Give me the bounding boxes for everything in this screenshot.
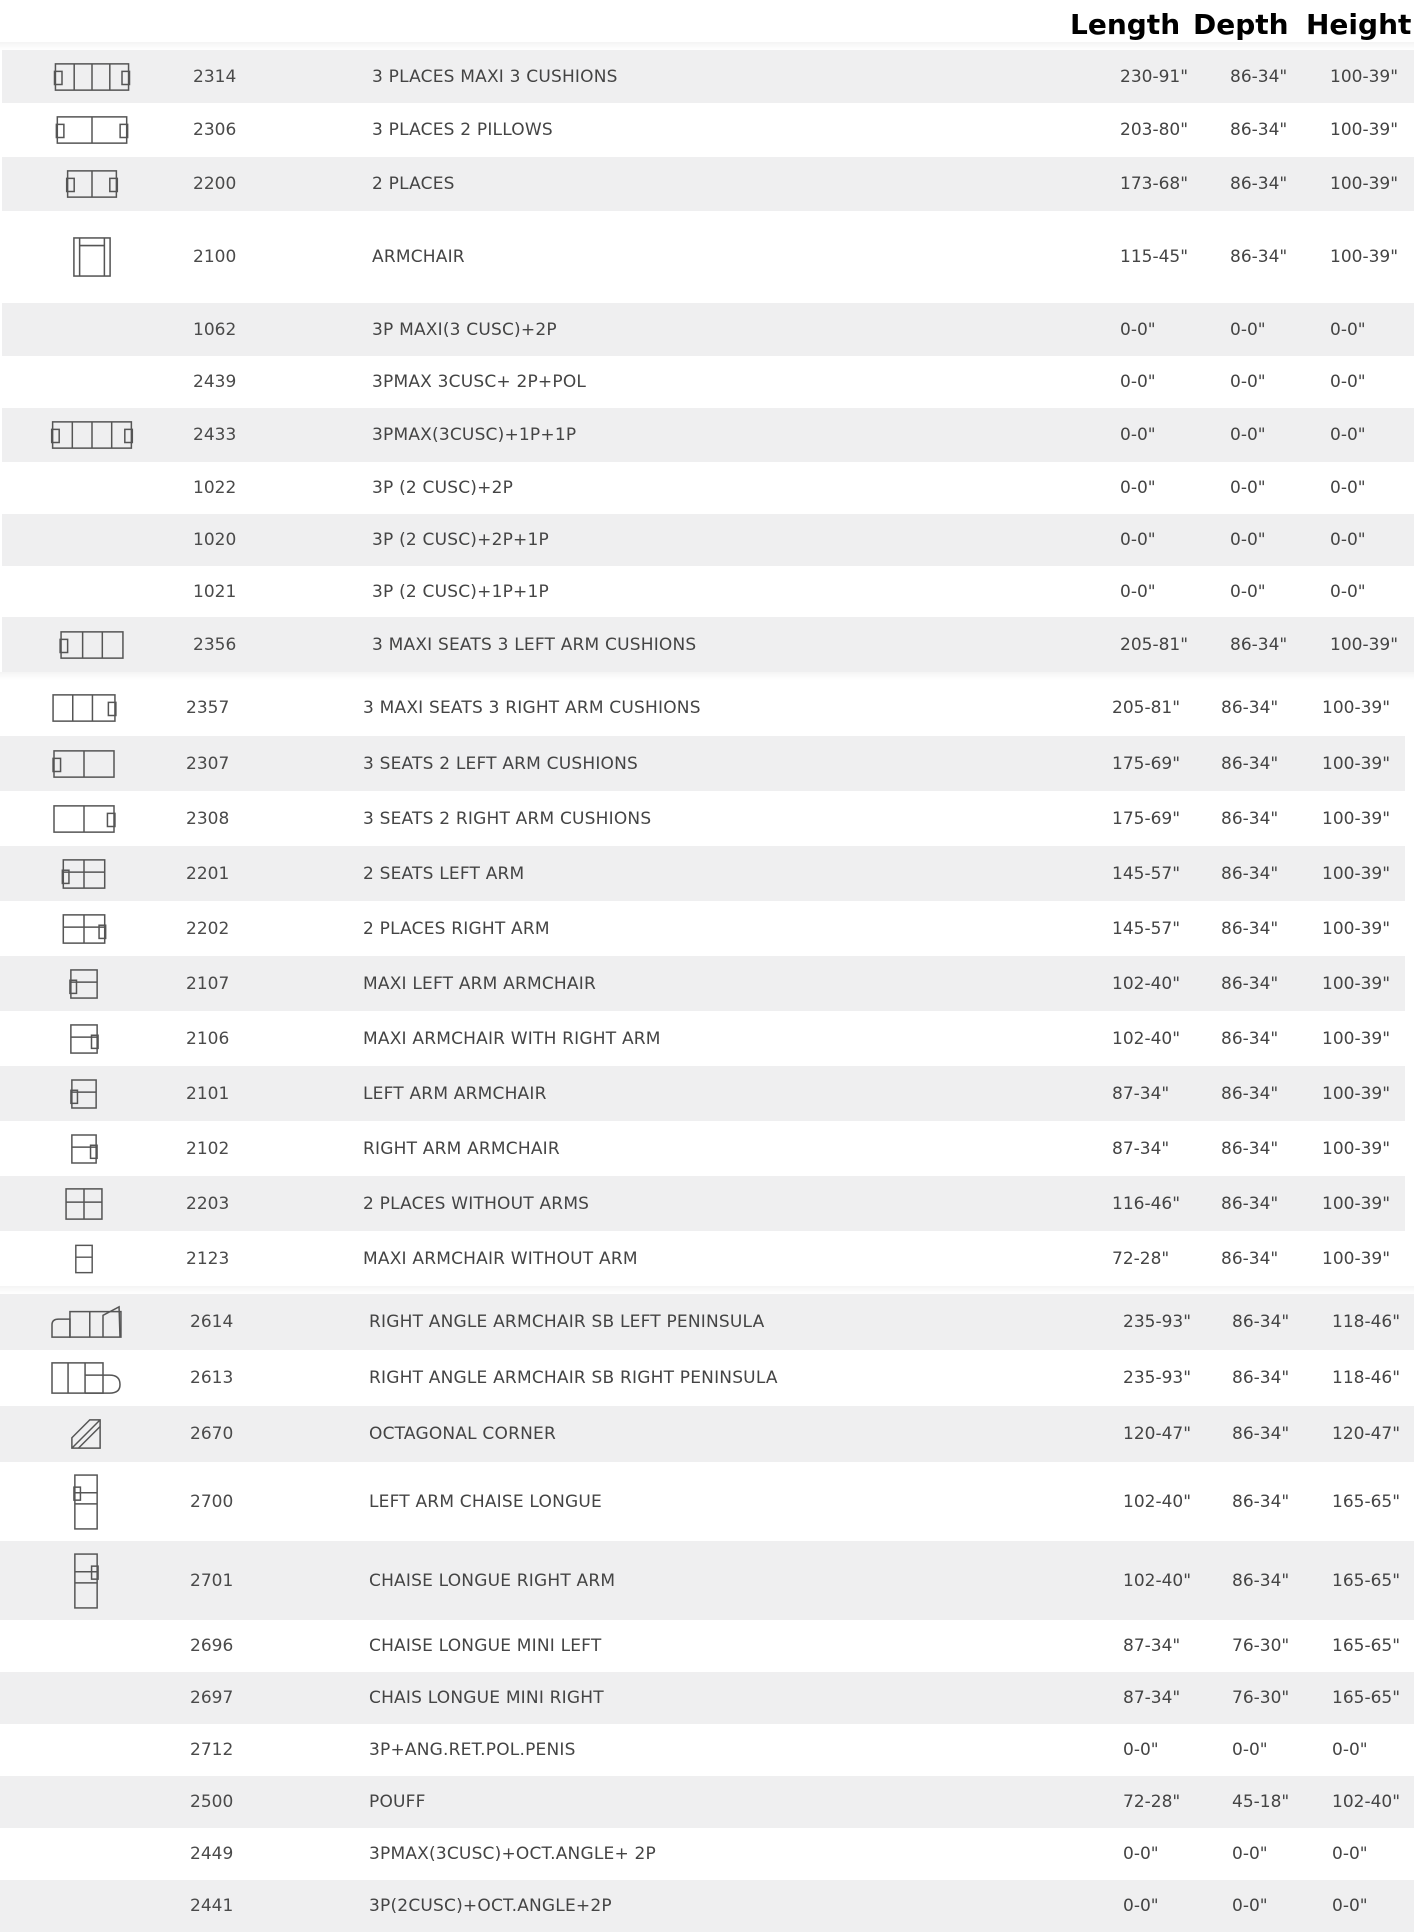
- table-row: [2, 303, 1414, 356]
- product-name: 3P (2 CUSC)+1P+1P: [372, 581, 549, 602]
- depth-value: 86-34": [1221, 918, 1279, 939]
- product-code: 2441: [190, 1896, 234, 1916]
- product-name: CHAIS LONGUE MINI RIGHT: [369, 1688, 604, 1708]
- length-value: 102-40": [1112, 973, 1181, 994]
- product-name: CHAISE LONGUE RIGHT ARM: [369, 1570, 616, 1591]
- depth-value: 86-34": [1221, 1028, 1279, 1049]
- table-row: [2, 356, 1414, 408]
- depth-value: 0-0": [1230, 372, 1266, 392]
- product-name: 3P (2 CUSC)+2P: [372, 478, 514, 498]
- product-name: 3P(2CUSC)+OCT.ANGLE+2P: [369, 1896, 612, 1916]
- height-value: 100-39": [1322, 1083, 1391, 1104]
- height-value: 0-0": [1330, 372, 1366, 392]
- table-row: [0, 1880, 1414, 1932]
- height-value: 100-39": [1322, 918, 1391, 939]
- length-value: 0-0": [1120, 530, 1156, 550]
- sofa-3-seat-pillows-icon: [54, 115, 130, 145]
- length-header: Length: [1070, 8, 1181, 41]
- loveseat-left-arm-icon: [61, 858, 107, 890]
- product-name: 3PMAX(3CUSC)+1P+1P: [372, 425, 577, 445]
- product-name: 2 PLACES WITHOUT ARMS: [363, 1193, 590, 1214]
- table-row: [2, 103, 1414, 157]
- table-row: [0, 1350, 1414, 1406]
- table-row: [0, 1672, 1414, 1724]
- table-row: [0, 791, 1405, 846]
- length-value: 0-0": [1120, 581, 1156, 602]
- section-sofas: [2, 50, 1414, 672]
- height-value: 100-39": [1322, 698, 1391, 718]
- length-value: 0-0": [1120, 372, 1156, 392]
- length-value: 102-40": [1112, 1028, 1181, 1049]
- table-row: [0, 1724, 1414, 1776]
- product-name: POUFF: [369, 1792, 426, 1812]
- table-row: [0, 1828, 1414, 1880]
- table-row: [2, 617, 1414, 672]
- length-value: 0-0": [1123, 1896, 1159, 1916]
- length-value: 0-0": [1123, 1740, 1159, 1760]
- table-row: [0, 1176, 1405, 1231]
- product-code: 2712: [190, 1740, 234, 1760]
- section-modular: [0, 680, 1405, 1286]
- sofa-3-seat-right-arm-icon: [50, 693, 118, 723]
- chaise-left-arm-icon: [73, 1472, 99, 1532]
- length-value: 102-40": [1123, 1570, 1192, 1591]
- sofa-2-seat-left-arm-icon: [51, 749, 117, 779]
- product-code: 2314: [193, 66, 237, 87]
- height-value: 0-0": [1330, 530, 1366, 550]
- length-value: 115-45": [1120, 247, 1189, 267]
- product-name: 3P+ANG.RET.POL.PENIS: [369, 1740, 576, 1760]
- product-table: [0, 42, 1414, 1932]
- height-value: 165-65": [1332, 1688, 1401, 1708]
- armchair-left-arm-icon: [69, 968, 99, 1000]
- height-value: 100-39": [1322, 808, 1391, 829]
- depth-value: 86-34": [1230, 66, 1288, 87]
- length-value: 230-91": [1120, 66, 1189, 87]
- table-row: [2, 566, 1414, 617]
- octagonal-corner-icon: [70, 1418, 102, 1450]
- depth-value: 86-34": [1221, 863, 1279, 884]
- depth-value: 45-18": [1232, 1792, 1290, 1812]
- length-value: 145-57": [1112, 863, 1181, 884]
- length-value: 235-93": [1123, 1368, 1192, 1388]
- product-code: 1022: [193, 478, 237, 498]
- height-value: 100-39": [1330, 120, 1399, 140]
- height-value: 0-0": [1330, 425, 1366, 445]
- height-value: 100-39": [1330, 66, 1399, 87]
- depth-value: 86-34": [1221, 1193, 1279, 1214]
- length-value: 120-47": [1123, 1424, 1192, 1444]
- column-header: [0, 0, 1414, 42]
- depth-value: 86-34": [1221, 808, 1279, 829]
- product-code: 1062: [193, 319, 237, 340]
- height-value: 100-39": [1322, 863, 1391, 884]
- product-code: 2613: [190, 1368, 234, 1388]
- product-name: MAXI LEFT ARM ARMCHAIR: [363, 973, 596, 994]
- height-value: 0-0": [1332, 1740, 1368, 1760]
- depth-value: 0-0": [1232, 1896, 1268, 1916]
- product-code: 2202: [186, 918, 230, 939]
- table-row: [2, 462, 1414, 514]
- length-value: 173-68": [1120, 174, 1189, 194]
- height-value: 0-0": [1330, 581, 1366, 602]
- product-name: LEFT ARM CHAISE LONGUE: [369, 1491, 602, 1512]
- depth-value: 86-34": [1230, 174, 1288, 194]
- depth-value: 86-34": [1221, 1083, 1279, 1104]
- product-name: RIGHT ANGLE ARMCHAIR SB RIGHT PENINSULA: [369, 1368, 778, 1388]
- height-value: 0-0": [1332, 1896, 1368, 1916]
- product-name: 3 SEATS 2 RIGHT ARM CUSHIONS: [363, 808, 652, 829]
- length-value: 72-28": [1112, 1248, 1170, 1269]
- height-value: 100-39": [1330, 174, 1399, 194]
- depth-value: 0-0": [1232, 1844, 1268, 1864]
- product-code: 1021: [193, 581, 237, 602]
- height-value: 100-39": [1322, 1248, 1391, 1269]
- height-value: 165-65": [1332, 1570, 1401, 1591]
- depth-value: 0-0": [1230, 478, 1266, 498]
- depth-value: 0-0": [1230, 319, 1266, 340]
- product-code: 2308: [186, 808, 230, 829]
- length-value: 0-0": [1120, 319, 1156, 340]
- armchair-right-arm-small-icon: [70, 1133, 98, 1165]
- product-code: 2700: [190, 1491, 234, 1512]
- product-code: 2200: [193, 174, 237, 194]
- product-name: 3PMAX 3CUSC+ 2P+POL: [372, 372, 587, 392]
- product-name: OCTAGONAL CORNER: [369, 1424, 556, 1444]
- table-row: [0, 846, 1405, 901]
- product-name: 3 PLACES MAXI 3 CUSHIONS: [372, 66, 618, 87]
- length-value: 72-28": [1123, 1792, 1181, 1812]
- product-name: 3P MAXI(3 CUSC)+2P: [372, 319, 557, 340]
- height-value: 118-46": [1332, 1368, 1401, 1388]
- depth-value: 86-34": [1221, 973, 1279, 994]
- height-value: 100-39": [1322, 1028, 1391, 1049]
- depth-value: 0-0": [1230, 581, 1266, 602]
- product-code: 2101: [186, 1083, 230, 1104]
- depth-value: 76-30": [1232, 1636, 1290, 1656]
- product-code: 2307: [186, 753, 230, 774]
- sofa-3-seat-left-arm-icon: [58, 630, 126, 660]
- length-value: 175-69": [1112, 808, 1181, 829]
- table-row: [2, 408, 1414, 462]
- length-value: 116-46": [1112, 1193, 1181, 1214]
- product-name: LEFT ARM ARMCHAIR: [363, 1083, 547, 1104]
- section-corner-chaise: [0, 1294, 1414, 1932]
- product-code: 2102: [186, 1138, 230, 1159]
- length-value: 0-0": [1120, 425, 1156, 445]
- table-row: [2, 514, 1414, 566]
- product-code: 2439: [193, 372, 237, 392]
- depth-value: 86-34": [1232, 1368, 1290, 1388]
- height-value: 102-40": [1332, 1792, 1401, 1812]
- table-row: [0, 956, 1405, 1011]
- depth-value: 86-34": [1230, 120, 1288, 140]
- product-name: ARMCHAIR: [372, 247, 465, 267]
- height-value: 100-39": [1322, 753, 1391, 774]
- height-value: 100-39": [1330, 247, 1399, 267]
- depth-value: 86-34": [1230, 247, 1288, 267]
- depth-value: 0-0": [1230, 425, 1266, 445]
- length-value: 87-34": [1112, 1083, 1170, 1104]
- table-row: [0, 1541, 1414, 1620]
- product-name: 3 PLACES 2 PILLOWS: [372, 120, 553, 140]
- sofa-3-seat-cushions-icon: [52, 62, 132, 92]
- product-name: CHAISE LONGUE MINI LEFT: [369, 1636, 602, 1656]
- product-name: 2 SEATS LEFT ARM: [363, 863, 525, 884]
- product-name: RIGHT ARM ARMCHAIR: [363, 1138, 560, 1159]
- depth-value: 86-34": [1232, 1570, 1290, 1591]
- length-value: 175-69": [1112, 753, 1181, 774]
- product-code: 2449: [190, 1844, 234, 1864]
- table-row: [0, 736, 1405, 791]
- product-code: 2500: [190, 1792, 234, 1812]
- peninsula-left-icon: [49, 1305, 123, 1339]
- peninsula-right-icon: [49, 1361, 123, 1395]
- height-value: 100-39": [1322, 1193, 1391, 1214]
- sofa-4-seat-icon: [49, 420, 135, 450]
- table-row: [0, 680, 1405, 736]
- depth-value: 86-34": [1221, 1138, 1279, 1159]
- depth-value: 0-0": [1232, 1740, 1268, 1760]
- product-name: 3P (2 CUSC)+2P+1P: [372, 530, 549, 550]
- product-name: 3PMAX(3CUSC)+OCT.ANGLE+ 2P: [369, 1844, 656, 1864]
- sofa-2-seat-icon: [65, 169, 119, 199]
- height-value: 165-65": [1332, 1491, 1401, 1512]
- product-name: MAXI ARMCHAIR WITHOUT ARM: [363, 1248, 638, 1269]
- product-code: 2107: [186, 973, 230, 994]
- table-row: [0, 1011, 1405, 1066]
- height-value: 118-46": [1332, 1312, 1401, 1332]
- length-value: 0-0": [1120, 478, 1156, 498]
- depth-value: 86-34": [1221, 1248, 1279, 1269]
- product-code: 2203: [186, 1193, 230, 1214]
- table-row: [2, 211, 1414, 303]
- product-code: 2306: [193, 120, 237, 140]
- table-row: [0, 1462, 1414, 1541]
- product-code: 2201: [186, 863, 230, 884]
- table-row: [0, 1406, 1414, 1462]
- product-name: 3 MAXI SEATS 3 RIGHT ARM CUSHIONS: [363, 698, 701, 718]
- height-value: 100-39": [1330, 634, 1399, 655]
- height-value: 100-39": [1322, 1138, 1391, 1159]
- depth-value: 76-30": [1232, 1688, 1290, 1708]
- table-row: [0, 1620, 1414, 1672]
- product-code: 1020: [193, 530, 237, 550]
- product-code: 2356: [193, 634, 237, 655]
- product-name: 3 MAXI SEATS 3 LEFT ARM CUSHIONS: [372, 634, 697, 655]
- armchair-left-arm-small-icon: [70, 1078, 98, 1110]
- loveseat-right-arm-icon: [61, 913, 107, 945]
- depth-value: 86-34": [1230, 634, 1288, 655]
- sofa-2-seat-right-arm-icon: [51, 804, 117, 834]
- depth-value: 86-34": [1232, 1424, 1290, 1444]
- table-row: [0, 1121, 1405, 1176]
- armchair-right-arm-icon: [69, 1023, 99, 1055]
- length-value: 87-34": [1123, 1688, 1181, 1708]
- product-code: 2696: [190, 1636, 234, 1656]
- height-value: 100-39": [1322, 973, 1391, 994]
- length-value: 235-93": [1123, 1312, 1192, 1332]
- length-value: 0-0": [1123, 1844, 1159, 1864]
- height-value: 165-65": [1332, 1636, 1401, 1656]
- product-code: 2123: [186, 1248, 230, 1269]
- product-name: MAXI ARMCHAIR WITH RIGHT ARM: [363, 1028, 661, 1049]
- table-row: [0, 1294, 1414, 1350]
- length-value: 87-34": [1112, 1138, 1170, 1159]
- armchair-icon: [72, 236, 112, 278]
- product-code: 2670: [190, 1424, 234, 1444]
- product-code: 2357: [186, 698, 230, 718]
- loveseat-armless-icon: [64, 1187, 104, 1221]
- product-name: 2 PLACES: [372, 174, 455, 194]
- product-name: RIGHT ANGLE ARMCHAIR SB LEFT PENINSULA: [369, 1312, 765, 1332]
- product-code: 2701: [190, 1570, 234, 1591]
- length-value: 102-40": [1123, 1491, 1192, 1512]
- table-row: [0, 1231, 1405, 1286]
- product-code: 2697: [190, 1688, 234, 1708]
- depth-header: Depth: [1193, 8, 1289, 41]
- product-code: 2106: [186, 1028, 230, 1049]
- table-row: [2, 50, 1414, 103]
- height-value: 0-0": [1332, 1844, 1368, 1864]
- length-value: 203-80": [1120, 120, 1189, 140]
- height-header: Height: [1306, 8, 1412, 41]
- table-row: [0, 1776, 1414, 1828]
- product-code: 2614: [190, 1312, 234, 1332]
- product-code: 2433: [193, 425, 237, 445]
- length-value: 87-34": [1123, 1636, 1181, 1656]
- length-value: 205-81": [1120, 634, 1189, 655]
- table-row: [0, 1066, 1405, 1121]
- length-value: 145-57": [1112, 918, 1181, 939]
- depth-value: 86-34": [1232, 1491, 1290, 1512]
- height-value: 120-47": [1332, 1424, 1401, 1444]
- depth-value: 86-34": [1221, 698, 1279, 718]
- length-value: 205-81": [1112, 698, 1181, 718]
- product-code: 2100: [193, 247, 237, 267]
- height-value: 0-0": [1330, 478, 1366, 498]
- chaise-right-arm-icon: [73, 1551, 99, 1611]
- depth-value: 86-34": [1221, 753, 1279, 774]
- product-name: 2 PLACES RIGHT ARM: [363, 918, 550, 939]
- table-row: [2, 157, 1414, 211]
- depth-value: 86-34": [1232, 1312, 1290, 1332]
- armless-chair-icon: [74, 1243, 94, 1275]
- depth-value: 0-0": [1230, 530, 1266, 550]
- height-value: 0-0": [1330, 319, 1366, 340]
- product-name: 3 SEATS 2 LEFT ARM CUSHIONS: [363, 753, 639, 774]
- table-row: [0, 901, 1405, 956]
